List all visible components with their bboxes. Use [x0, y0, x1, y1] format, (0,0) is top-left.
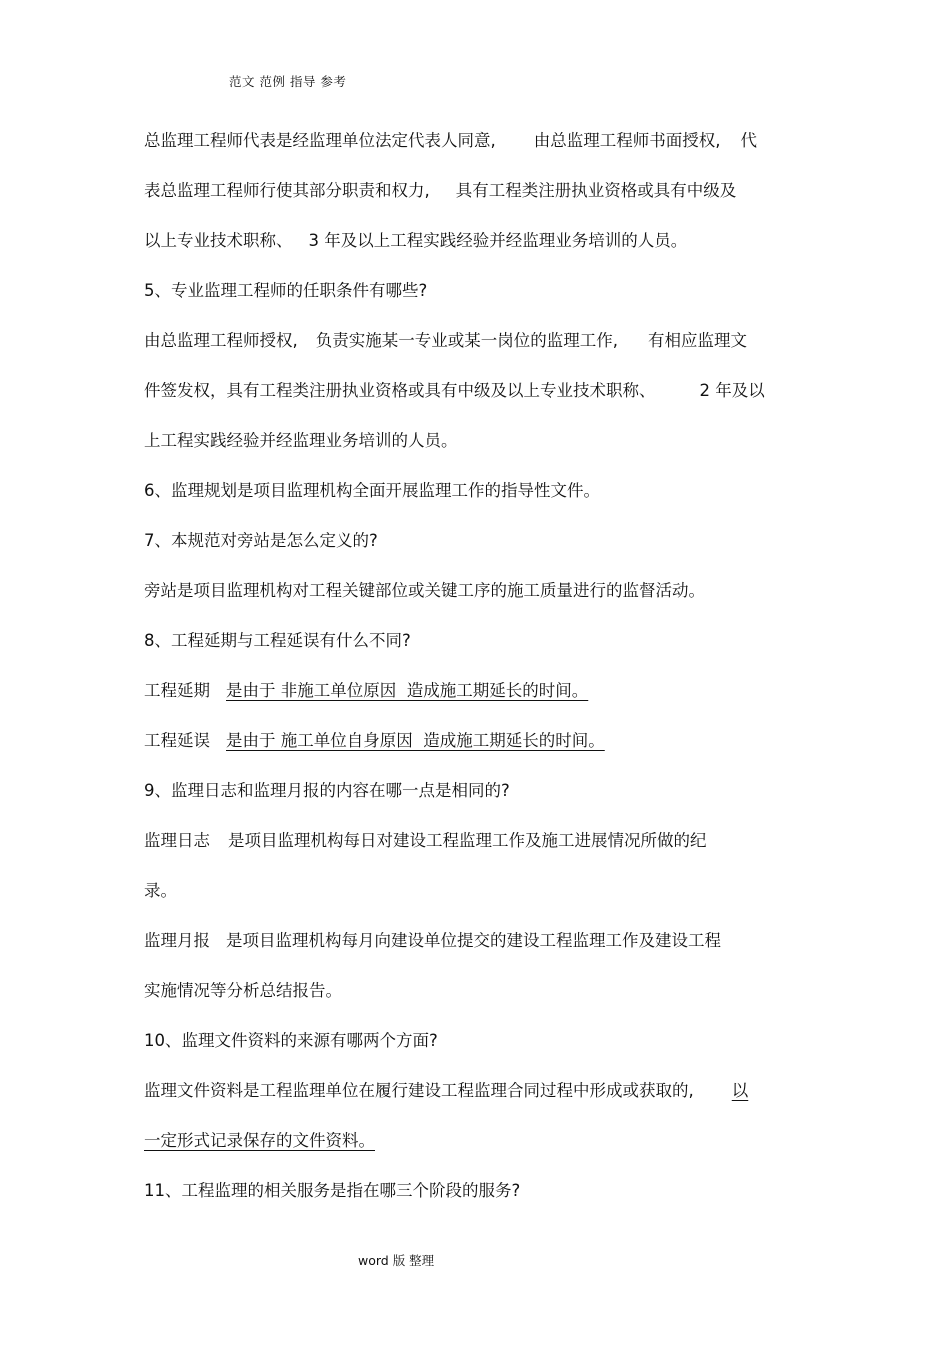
text-line [144, 730, 605, 752]
text-line: 上工程实践经验并经监理业务培训的人员。 [144, 431, 458, 450]
text-line [144, 330, 747, 352]
question-6: 6、监理规划是项目监理机构全面开展监理工作的指导性文件。 [144, 481, 600, 500]
text-segment: 件签发权，具有工程类注册执业资格或具有中级及以上专业技术职称、 [144, 381, 656, 400]
question-5: 5、专业监理工程师的任职条件有哪些? [144, 281, 428, 300]
text-segment: 以上专业技术职称、 [144, 231, 293, 250]
definition-text: 是由于 非施工单位原因 造成施工期延长的时间。 [226, 681, 589, 700]
definition-text: 是项目监理机构每月向建设单位提交的建设工程监理工作及建设工程 [226, 931, 721, 950]
term-label: 工程延期 [144, 681, 210, 700]
term-label: 工程延误 [144, 731, 210, 750]
question-9: 9、监理日志和监理月报的内容在哪一点是相同的? [144, 781, 510, 800]
definition-text: 是由于 施工单位自身原因 造成施工期延长的时间。 [226, 731, 605, 750]
text-line [144, 930, 721, 952]
text-segment: 负责实施某一专业或某一岗位的监理工作, [315, 331, 618, 350]
text-segment: 由总监理工程师书面授权, [533, 131, 721, 150]
text-segment: 具有工程类注册执业资格或具有中级及 [455, 181, 737, 200]
text-segment: 3 年及以上工程实践经验并经监理业务培训的人员。 [308, 231, 688, 250]
question-11: 11、工程监理的相关服务是指在哪三个阶段的服务? [144, 1181, 521, 1200]
text-line [144, 680, 588, 702]
text-line [144, 130, 757, 152]
text-segment: 有相应监理文 [648, 331, 747, 350]
text-line: 录。 [144, 881, 177, 900]
term-label: 监理日志 [144, 831, 210, 850]
text-segment: 表总监理工程师行使其部分职责和权力, [144, 181, 430, 200]
term-label: 监理月报 [144, 931, 210, 950]
text-line [144, 830, 707, 852]
page-header: 范文 范例 指导 参考 [229, 74, 347, 89]
text-segment: 监理文件资料是工程监理单位在履行建设工程监理合同过程中形成或获取的, [144, 1081, 694, 1100]
definition-text: 是项目监理机构每日对建设工程监理工作及施工进展情况所做的纪 [228, 831, 707, 850]
text-line [144, 380, 765, 402]
text-segment: 以 [731, 1081, 749, 1100]
answer-line: 旁站是项目监理机构对工程关键部位或关键工序的施工质量进行的监督活动。 [144, 581, 705, 600]
page-footer: word 版 整理 [358, 1253, 435, 1268]
text-line [144, 180, 736, 202]
text-line: 实施情况等分析总结报告。 [144, 981, 342, 1000]
text-line: 一定形式记录保存的文件资料。 [144, 1131, 375, 1150]
question-8: 8、工程延期与工程延误有什么不同? [144, 631, 411, 650]
question-10: 10、监理文件资料的来源有哪两个方面? [144, 1031, 438, 1050]
question-7: 7、本规范对旁站是怎么定义的? [144, 531, 378, 550]
text-line [144, 230, 687, 252]
text-segment: 总监理工程师代表是经监理单位法定代表人同意, [144, 131, 496, 150]
text-line [144, 1080, 748, 1102]
text-segment: 2 年及以 [699, 381, 765, 400]
text-segment: 代 [740, 131, 757, 150]
text-segment: 由总监理工程师授权, [144, 331, 298, 350]
